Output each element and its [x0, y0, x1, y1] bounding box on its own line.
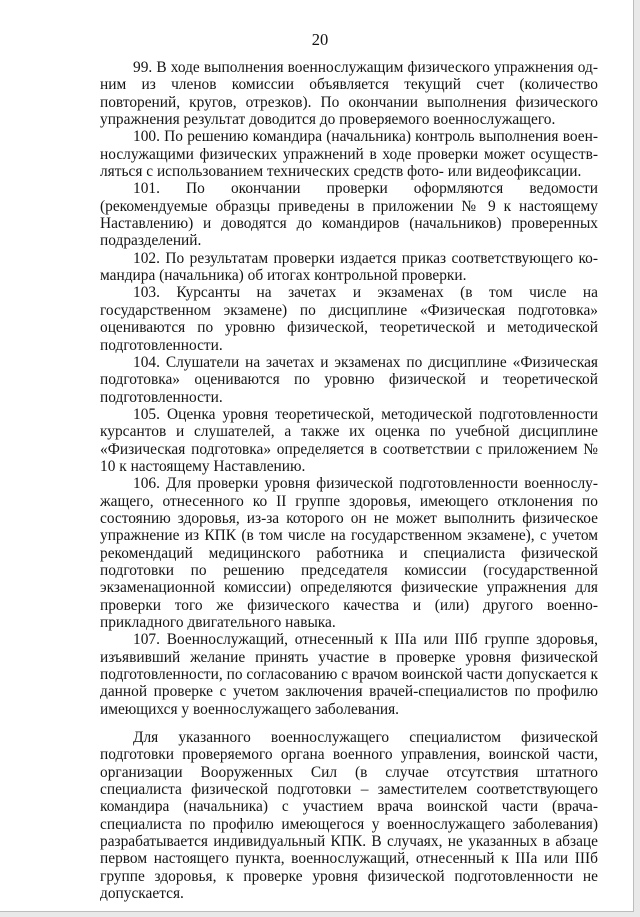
paragraph-101: 101. По окончании проверки оформляются ведомости (рекомендуемые образцы приведены в приложении № 9 к настоящему Наставлению) и доводятся до командиров (начальников) проверенных подразделений. — [100, 180, 598, 250]
paragraph-104: 104. Слушатели на зачетах и экзаменах по дисциплине «Физическая подготовка» оцениваются по уровню физической и теоретической подготовленности. — [100, 353, 598, 406]
paragraph-102: 102. По результатам проверки издается приказ соответствующего командира (начальника) об итогах контрольной проверки. — [100, 249, 598, 285]
paragraph-99: 99. В ходе выполнения военнослужащим физического упражнения одним из членов комиссии объявляется текущий счет (количество повторений, кругов, отрезков). По окончании выполнения физического упражнения результат доводится до проверяемого военнослужащего. — [100, 59, 598, 129]
paragraph-105: 105. Оценка уровня теоретической, методической подготовленности курсантов и слушателей, а также их оценка по учебной дисциплине «Физическая подготовка» определяется в соответствии с приложением № 10 к настоящему Наставлению. — [100, 405, 598, 475]
paragraph-103: 103. Курсанты на зачетах и экзаменах (в том числе на государственном экзамене) по дисциплине «Физическая подготовка» оцениваются по уровню физической, теоретической и методической подготовленности. — [100, 284, 598, 354]
page-number: 20 — [311, 30, 329, 49]
document-body — [100, 59, 598, 903]
paragraph-107: 107. Военнослужащий, отнесенный к IIIа или IIIб группе здоровья, изъявивший желание принять участие в проверке уровня физической подготовленности, по согласованию с врачом воинской части допускается к данной проверке с учетом заключения врачей-специалистов по профилю имеющихся у военнослужащего заболевания. — [100, 631, 598, 718]
paragraph-100: 100. По решению командира (начальника) контроль выполнения военнослужащими физических упражнений в ходе проверки может осуществляться с использованием технических средств фото- или видеофиксации. — [100, 128, 598, 181]
paragraph-106: 106. Для проверки уровня физической подготовленности военнослужащего, отнесенного ко II группе здоровья, имеющего отклонения по состоянию здоровья, из-за которого он не может выполнить физическое упражнение из КПК (в том числе на государственном экзамене), с учетом рекомендаций медицинского работника и специалиста физической подготовки по решению председателя комиссии (государственной экзаменационной комиссии) определяются физические упражнения для проверки того же физического качества и (или) другого военно-прикладного двигательного навыка. — [100, 475, 598, 631]
paragraph-107-continuation: Для указанного военнослужащего специалистом физической подготовки проверяемого органа военного управления, воинской части, организации Вооруженных Сил (в случае отсутствия штатного специалиста физической подготовки – заместителем соответствующего командира (начальника) с участием врача воинской части (врача-специалиста по профилю имеющегося у военнослужащего заболевания) разрабатывается индивидуальный КПК. В случаях, не указанных в абзаце первом настоящего пункта, военнослужащий, отнесенный к IIIа или IIIб группе здоровья, к проверке уровня физической подготовленности не допускается. — [100, 729, 598, 903]
